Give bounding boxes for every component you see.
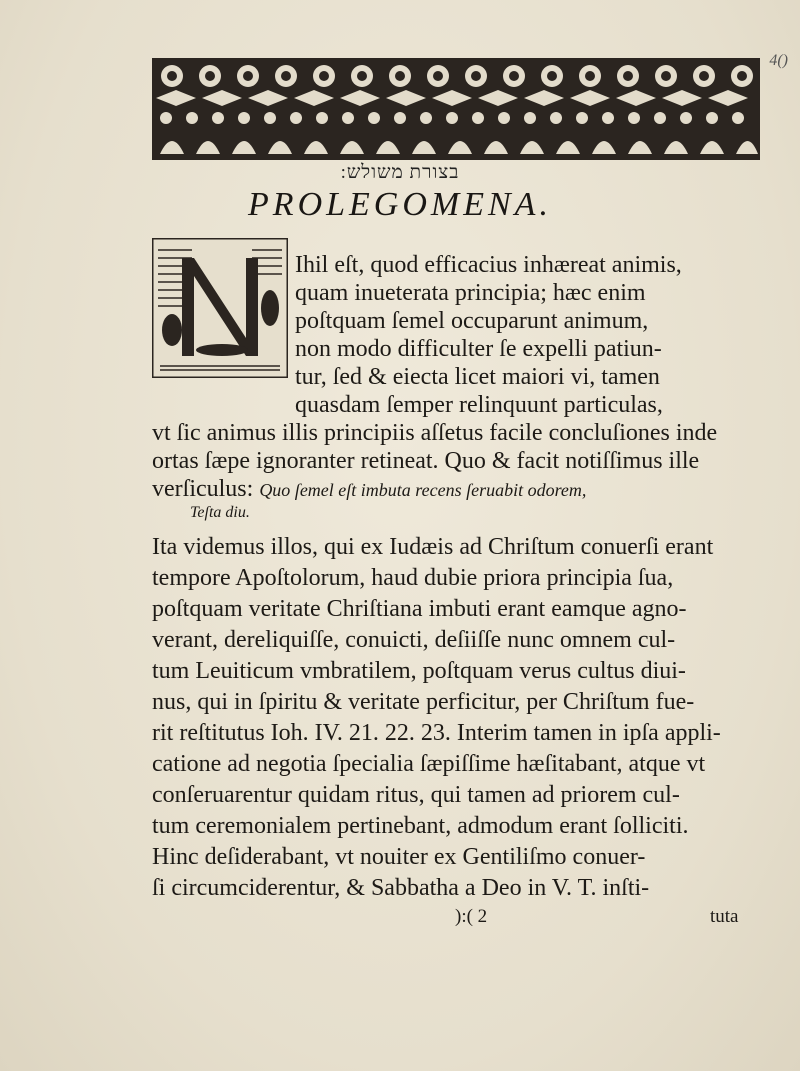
signature-mark: ):( 2 — [455, 906, 488, 927]
page-title: PROLEGOMENA. — [248, 186, 552, 223]
catchword: tuta — [710, 906, 739, 927]
corner-mark: 4() — [769, 52, 788, 69]
text-line: Ihil eſt, quod efficacius inhæreat animis, — [295, 252, 682, 278]
text-line: quasdam ſemper relinquunt particulas, — [295, 392, 663, 418]
verse-line — [152, 477, 586, 501]
text-line: tum ceremonialem pertinebant, admodum erant ſolliciti. — [152, 813, 689, 839]
hebrew-heading: בצורת משולש: — [340, 162, 460, 183]
text-line: ſi circumciderentur, & Sabbatha a Deo in V. T. inſti- — [152, 875, 650, 901]
text-line: Ita videmus illos, qui ex Iudæis ad Chriſtum conuerſi erant — [152, 534, 714, 560]
text-line: poſtquam ſemel occuparunt animum, — [295, 308, 649, 334]
headpiece-ornament — [152, 58, 760, 160]
text-line: non modo difficulter ſe expelli patiun- — [295, 336, 662, 362]
text-line: poſtquam veritate Chriſtiana imbuti erant eamque agno- — [152, 596, 687, 622]
text-line: nus, qui in ſpiritu & veritate perficitur, per Chriſtum fue- — [152, 689, 695, 715]
verse-quote: Quo ſemel eſt imbuta recens ſeruabit odorem, — [259, 480, 587, 500]
text-line: vt ſic animus illis principiis aſſetus facile concluſiones inde — [152, 420, 718, 446]
text-line: ortas ſæpe ignoranter retineat. Quo & facit notiſſimus ille — [152, 448, 700, 474]
text-line: conſeruarentur quidam ritus, qui tamen ad priorem cul- — [152, 782, 680, 808]
text-line: tum Leuiticum vmbratilem, poſtquam verus cultus diui- — [152, 658, 686, 684]
text-line: quam inueterata principia; hæc enim — [295, 280, 646, 306]
text-line: tur, ſed & eiecta licet maiori vi, tamen — [295, 364, 660, 390]
text-line: rit reſtitutus Ioh. IV. 21. 22. 23. Interim tamen in ipſa appli- — [152, 720, 721, 746]
text-line: Hinc deſiderabant, vt nouiter ex Gentiliſmo conuer- — [152, 844, 646, 870]
text-line: catione ad negotia ſpecialia ſæpiſſime hæſitabant, atque vt — [152, 751, 706, 777]
text-line: tempore Apoſtolorum, haud dubie priora principia ſua, — [152, 565, 674, 591]
verse-prefix: verſiculus: — [152, 476, 254, 502]
decorated-initial — [152, 238, 288, 378]
text-line: verant, dereliquiſſe, conuicti, deſiiſſe nunc omnem cul- — [152, 627, 676, 653]
verse-attribution: Teſta diu. — [190, 504, 250, 521]
